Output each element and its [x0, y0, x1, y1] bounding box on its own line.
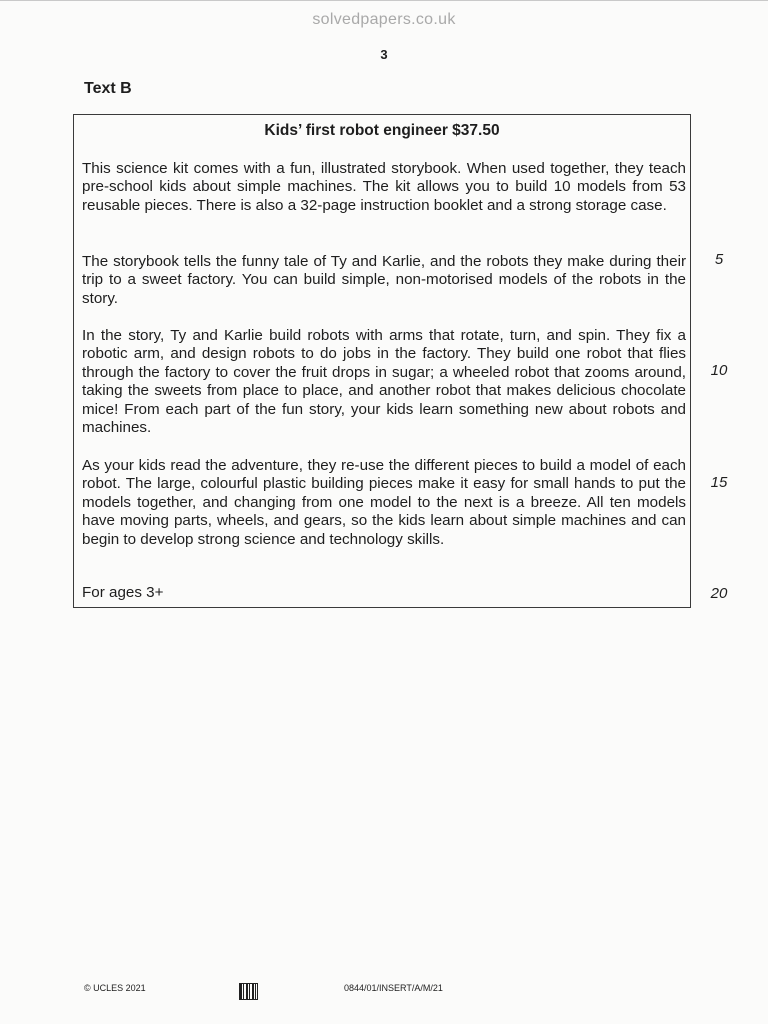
line-number-5: 5 — [714, 251, 724, 268]
paragraph-4: As your kids read the adventure, they re-use the different pieces to build a model of each robot. The large, colourful plastic building pieces make it easy for small hands to put the models together, and changing from one model to the next is a breeze. All ten models have moving parts, wheels, and gears, so the kids learn about simple machines and can begin to develop strong science and technology skills. — [82, 457, 686, 548]
line-number-20: 20 — [710, 585, 728, 602]
top-rule — [0, 0, 768, 1]
line-number-15: 15 — [710, 474, 728, 491]
footer-copyright: © UCLES 2021 — [84, 983, 146, 993]
section-label: Text B — [84, 80, 132, 97]
barcode-icon — [239, 983, 258, 1000]
line-number-10: 10 — [710, 362, 728, 379]
age-range: For ages 3+ — [82, 584, 164, 601]
page-number: 3 — [380, 47, 388, 62]
paragraph-2: The storybook tells the funny tale of Ty and Karlie, and the robots they make during their trip to a sweet factory. You can build simple, non-motorised models of the robots in the story. — [82, 253, 686, 307]
paragraph-1: This science kit comes with a fun, illustrated storybook. When used together, they teach pre-school kids about simple machines. The kit allows you to build 10 models from 53 reusable pieces. There is also a 32-page instruction booklet and a strong storage case. — [82, 160, 686, 214]
box-title: Kids’ first robot engineer $37.50 — [264, 122, 500, 139]
paragraph-3: In the story, Ty and Karlie build robots with arms that rotate, turn, and spin. They fix a robotic arm, and design robots to do jobs in the factory. They build one robot that flies through the factory to cover the fruit drops in sugar; a wheeled robot that zooms around, taking the sweets from place to place, and another robot that makes delicious chocolate mice! From each part of the fun story, your kids learn something new about robots and machines. — [82, 327, 686, 437]
footer-paper-code: 0844/01/INSERT/A/M/21 — [344, 983, 443, 993]
watermark: solvedpapers.co.uk — [312, 11, 456, 28]
